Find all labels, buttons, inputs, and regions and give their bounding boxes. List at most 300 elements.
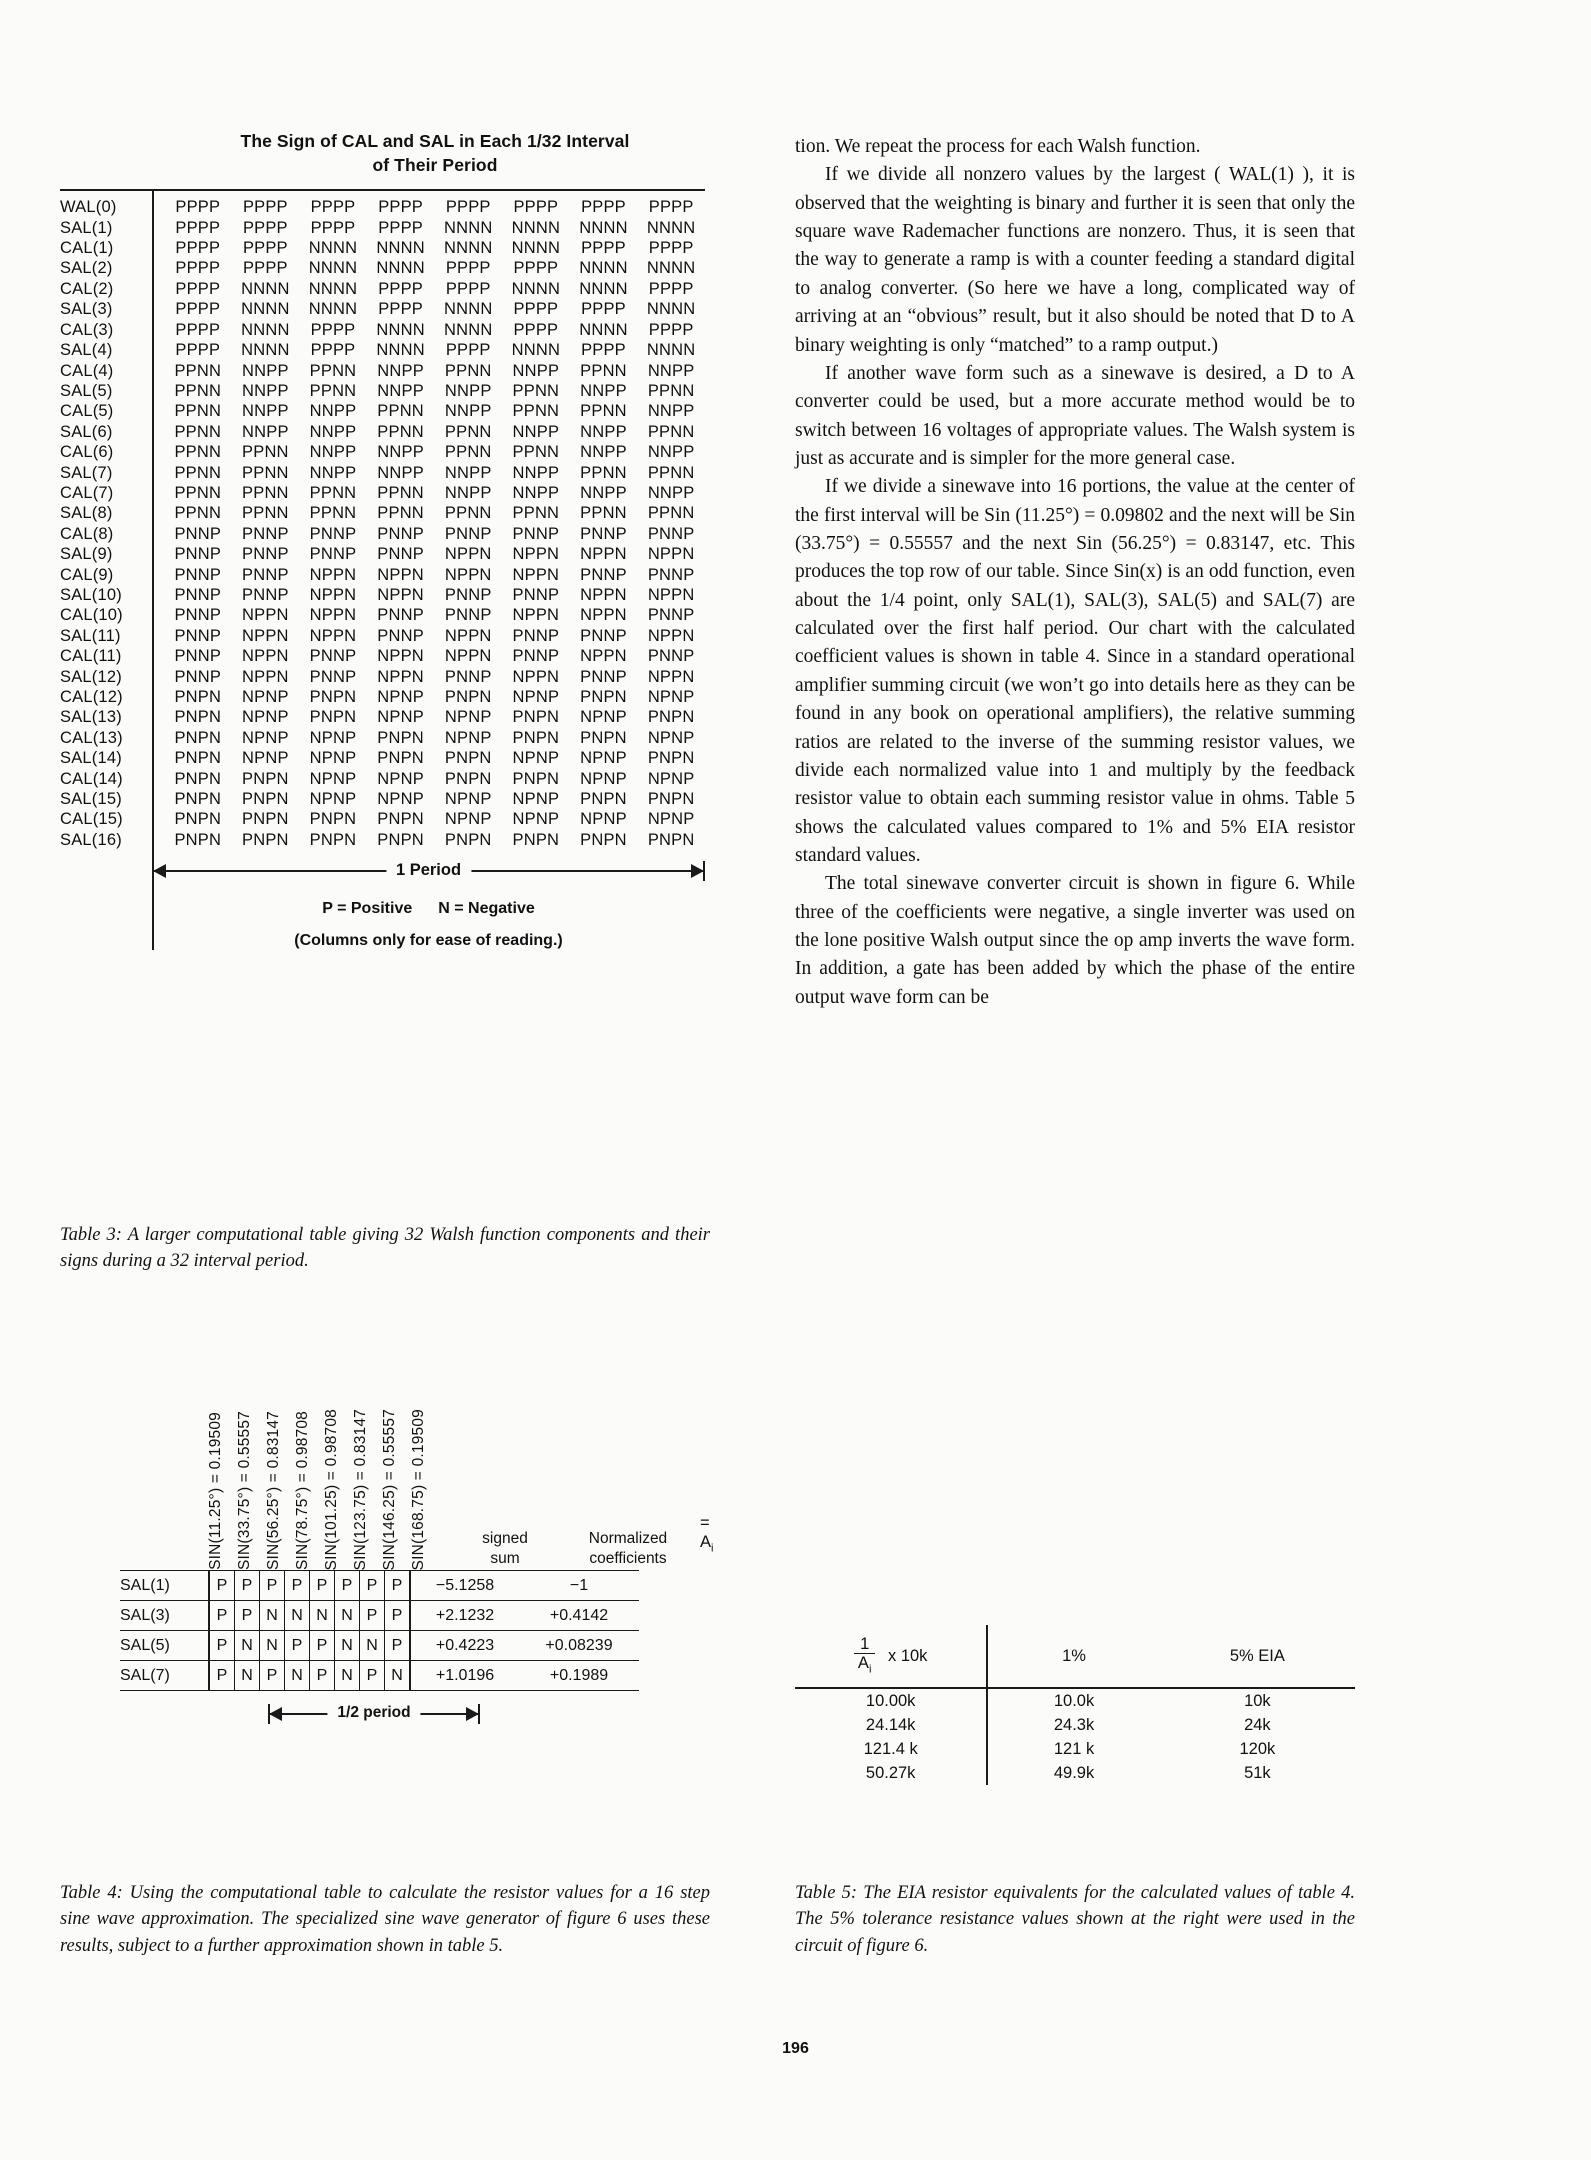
right-column [795,133,1355,1012]
table-row [60,769,705,789]
table3-cell: NPPN [444,565,492,584]
table3-cell: NNNN [308,239,358,258]
table3-cell: PNNP [377,545,424,564]
table-row [60,544,705,564]
table3-row-label: WAL(0) [60,198,117,217]
table4-row-label: SAL(5) [120,1631,209,1661]
table3-row-label: CAL(1) [60,239,114,258]
table5-header-1pct: 1% [987,1625,1159,1688]
table3-row-label: SAL(16) [60,830,122,849]
table3-cell: PNNP [174,565,222,584]
table3-cell: PNPN [444,769,492,788]
table3-cell: NPPN [580,606,627,625]
table3-cell: PPNN [647,422,695,441]
table3-cell: PNNP [580,565,627,584]
table3-cell: NNNN [444,320,493,339]
table3-cell: NPPN [647,667,695,686]
table3-cell: PPPP [445,259,491,278]
table5-5pct-value: 10k [1244,1692,1271,1710]
table-row [60,565,705,585]
table3-cell: NPPN [580,585,627,604]
table3-cell: NNPP [377,361,424,380]
table3-cell: PPNN [580,402,627,421]
table-row [60,748,705,768]
table5-container [795,1625,1355,1785]
table3-cell: NPNP [309,728,357,747]
table-row [60,687,705,707]
table3-cell: NPNP [242,688,289,706]
table3-row-label: CAL(10) [60,606,123,625]
table4-sign-cell: P [260,1571,285,1601]
table3-cell: NNNN [308,259,358,278]
table3-cell: NPPN [512,545,560,564]
table3-row-label: SAL(3) [60,300,113,319]
table4-sign-cell: N [260,1601,285,1631]
table3-row-label: SAL(14) [60,749,122,768]
table3-cell: NPPN [309,606,357,625]
table3-cell: NPNP [377,688,424,706]
table3-cell: PNPN [580,688,627,706]
table4-sin-header: SIN(56.25°) = 0.83147 [265,1410,282,1570]
table4-sin-header: SIN(168.75) = 0.19509 [410,1408,427,1570]
table3-cell: NPPN [444,626,492,645]
table4-caption: Table 4: Using the computational table to calculate the resistor values for a 16 step sine wave approximation. The specialized sine wave generator of figure 6 uses these results, subject to a further approximation shown in table 5. [60,1883,710,1956]
table3-cell: NNPP [512,422,560,441]
table3-cell: PNPN [242,769,289,788]
table5-1pct-value: 10.0k [1053,1692,1095,1710]
table3-row-label: SAL(5) [60,381,113,400]
half-period-label: 1/2 period [327,1700,420,1726]
table3-cell: PPNN [242,463,289,482]
table4-sign-cell: P [285,1631,310,1661]
table3-cell: PPPP [242,259,288,278]
table3-cell: NPPN [647,585,695,604]
table-row [60,197,705,217]
table5-rows [795,1625,1355,1785]
normalized-line2: coefficients [589,1549,667,1567]
table3-cell: NNNN [511,218,561,237]
table-row [60,238,705,258]
table3-title [150,130,720,177]
table3-cell: PNNP [647,606,695,625]
table3-cell: PPPP [648,239,694,258]
table4-sign-cell: P [235,1601,260,1631]
table3-cell: PPNN [377,422,424,441]
table3-cell: PNNP [242,585,289,604]
table3-body [60,191,720,950]
table3-cell: PNPN [647,830,695,849]
period-label: 1 Period [386,857,471,883]
table3-cell: PNNP [647,647,695,666]
table3-cell: PNNP [242,524,289,543]
table3-cell: NNNN [376,259,425,278]
table3-cell: NPNP [580,749,627,768]
table3-row-label: SAL(8) [60,504,113,523]
table3-cell: NNPP [309,463,357,482]
fraction-den-sub: i [868,1663,872,1676]
fraction-numerator: 1 [860,1634,870,1653]
table4-sign-cell: N [360,1631,385,1661]
table3-cell: NPPN [242,606,289,625]
table3-cell: NPNP [242,728,289,747]
table3-cell: PNNP [444,585,492,604]
table3-cell: NNPP [647,483,695,502]
table3-cell: PPNN [580,463,627,482]
table3-cell: NNPP [647,443,695,462]
table3-cell: NNNN [579,259,628,278]
table4-sin-header: SIN(78.75°) = 0.98708 [294,1410,311,1570]
table3-cell: NPNP [309,790,357,809]
table3-cell: NPPN [242,667,289,686]
table3-row-label: SAL(7) [60,463,113,482]
table-row [60,605,705,625]
table4-sign-cell: N [335,1601,360,1631]
table3-cell: PPPP [445,198,491,217]
ai-subscript: i [711,1542,714,1554]
table3-vertical-divider [152,191,154,950]
table3-cell: PPPP [513,320,559,339]
table3-cell: PNPN [242,810,289,829]
table3-cell: PNPN [647,790,695,809]
table3-cell: PPNN [174,402,222,421]
table3-row-label: CAL(7) [60,483,114,502]
table-row [60,646,705,666]
table-row [60,524,705,544]
table5-calc-value: 50.27k [795,1761,987,1785]
table3-cell: NPNP [377,708,424,727]
table-row [120,1631,639,1661]
table4-coefficients-table [120,1570,639,1691]
table3-cell: NNPP [647,402,695,421]
table-row [60,442,705,462]
table3-cell: PNPN [174,790,222,809]
page-number: 196 [782,2040,809,2057]
table3-row-label: SAL(9) [60,545,113,564]
table3-cell: PPNN [647,463,695,482]
table3-cell: PNNP [580,524,627,543]
table4-normalized: +0.4142 [519,1601,639,1631]
table4-sign-cell: P [285,1571,310,1601]
table3-title-line2: of Their Period [372,154,498,175]
table3-cell: PNPN [174,830,222,849]
table3-cell: PNNP [309,524,357,543]
table3-cell: NPPN [377,667,424,686]
arrow-left-icon [269,1707,282,1721]
table3-cell: NPPN [647,626,695,645]
table-row [60,463,705,483]
table3-cell: PNPN [309,830,357,849]
table3-cell: NNNN [579,279,628,298]
table3-cell: NPNP [444,810,492,829]
table3-cell: NPNP [444,708,492,727]
table3-cell: NNNN [241,341,290,360]
table3-cell: NNNN [646,259,696,278]
table3-cell: PPNN [174,483,222,502]
table3-period-indicator [152,858,797,888]
table3-cell: NPPN [647,545,695,564]
table3-cell: NPPN [377,585,424,604]
table4-sign-cell: N [385,1661,411,1691]
table3-cell: PPNN [444,361,492,380]
table-row [795,1761,1355,1785]
table4-signed-sum-header [451,1529,559,1568]
table3-cell: NPPN [580,545,627,564]
table-row [60,218,705,238]
table3-cell: NPPN [309,565,357,584]
table3-cell: PNPN [174,810,222,829]
table3-row-label: SAL(6) [60,422,113,441]
table3-cell: PNPN [174,708,222,727]
table3-cell: PPNN [377,483,424,502]
table3-cell: NNNN [376,239,425,258]
table4-sign-cell: N [235,1661,260,1691]
signed-sum-line1: signed [482,1530,528,1548]
table3-cell: PPPP [581,239,626,258]
table3-cell: PNPN [444,688,492,706]
table3-cell: NNPP [309,422,357,441]
table4-sign-cell: P [209,1631,235,1661]
normalized-line1: Normalized [588,1530,668,1548]
table3-cell: PPPP [175,218,221,237]
table4-normalized: +0.1989 [519,1661,639,1691]
table3-cell: PNNP [174,667,222,686]
table3-rows [60,197,705,850]
table3-cell: PPNN [444,422,492,441]
table3-cell: NPNP [444,728,492,747]
table3-cell: PNPN [377,830,424,849]
table3-cell: PPNN [242,443,289,462]
paragraph: If we divide a sinewave into 16 portions, the value at the center of the first interval will be Sin (11.25°) = 0.09802 and the next will be Sin (33.75°) = 0.55557 and the next Sin (56.25°) = 0.83147, etc. This produces the top row of our table. Since Sin(x) is an odd function, even about the 1/4 point, only SAL(1), SAL(3), SAL(5) and SAL(7) are calculated over the first half period. Our chart with the calculated coefficient values is shown in table 4. Since in a standard operational amplifier summing circuit (we won’t go into details here as they can be found in any book on operational amplifiers), the relative summing ratios are related to the inverse of the summing resistor values, we divide each normalized value into 1 and multiply by the feedback resistor value to obtain each summing resistor value in ohms. Table 5 shows the calculated values compared to 1% and 5% EIA resistor standard values. [795,476,1355,866]
table3-cell: NPNP [242,749,289,768]
table3-cell: PPNN [377,402,424,421]
table3-cell: PNPN [377,728,424,747]
table3-cell: PPNN [174,422,222,441]
table-row [60,626,705,646]
table3-cell: NPPN [444,647,492,666]
table3-cell: NNPP [444,402,492,421]
table3-sign-table [60,197,705,850]
table-row [60,320,705,340]
table-row [60,258,705,278]
table3-row-label: CAL(8) [60,524,114,543]
table3-cell: PPPP [648,279,694,298]
table-row [60,299,705,319]
table3-row-label: CAL(6) [60,443,114,462]
table3-cell: NPPN [309,585,357,604]
table3-cell: PNPN [512,830,560,849]
table-row [60,789,705,809]
table-row [120,1661,639,1691]
table4-sign-cell: P [310,1661,335,1691]
table4-sin-header: SIN(123.75) = 0.83147 [352,1408,369,1570]
table3-cell: NNPP [444,463,492,482]
table3-title-line1: The Sign of CAL and SAL in Each 1/32 Interval [240,131,630,151]
table3-cell: NNPP [242,361,289,380]
table3-cell: NNPP [242,402,289,421]
table3-cell: PNPN [309,688,357,706]
table3-cell: NNPP [512,361,560,380]
table3-cell: PPPP [581,300,626,319]
table3-cell: PNPN [174,688,222,706]
table3-row-label: CAL(13) [60,728,123,747]
arrow-right-icon [466,1707,479,1721]
table-row [795,1688,1355,1713]
table4-sign-cell: P [385,1631,411,1661]
table3-cell: PPPP [175,300,221,319]
table3-cell: PPPP [310,198,356,217]
table3-cell: PNPN [647,708,695,727]
table5-header-row [795,1625,1355,1688]
table3-cell: PNNP [174,606,222,625]
table3-cell: PPPP [445,279,491,298]
table3-cell: NPPN [444,545,492,564]
table4-normalized: +0.08239 [519,1631,639,1661]
table4-row-label: SAL(3) [120,1601,209,1631]
arrow-left-icon [153,864,166,878]
table3-cell: NNNN [444,239,493,258]
table3-cell: PPPP [513,198,559,217]
table3-cell: PNPN [174,769,222,788]
table3-cell: NNPP [647,361,695,380]
table3-cell: NNPP [309,402,357,421]
table4-sin-header: SIN(33.75°) = 0.55557 [236,1410,253,1570]
table4-sign-cell: N [285,1661,310,1691]
table3-cell: NNPP [580,381,627,400]
table3-row-label: CAL(12) [60,688,123,706]
table3-cell: PPNN [309,504,357,523]
table3-cell: NPNP [242,708,289,727]
table3-cell: PPNN [512,381,560,400]
table3-cell: NNPP [580,443,627,462]
table4-sign-cell: N [285,1601,310,1631]
fraction-denominator [854,1653,875,1676]
table3-cell: PPNN [174,463,222,482]
table3-cell: NNNN [511,279,561,298]
table5-header-5pct: 5% EIA [1160,1625,1355,1688]
table3-cell: PNPN [174,749,222,768]
table-row [60,585,705,605]
table3-row-label: SAL(10) [60,585,122,604]
table3-cell: PNNP [242,565,289,584]
table3-cell: NPNP [309,749,357,768]
table3-cell: NNPP [444,483,492,502]
table5-header-calculated [795,1625,987,1688]
table3-cell: PNPN [377,810,424,829]
table3-cell: NNPP [377,381,424,400]
table3-cell: PNPN [309,810,357,829]
table4-sign-cell: P [360,1661,385,1691]
table3-cell: PPPP [310,320,356,339]
table4-sign-cell: N [260,1631,285,1661]
table3-caption: Table 3: A larger computational table giving 32 Walsh function components and their signs during a 32 interval period. [60,1225,710,1272]
table5-5pct-value: 120k [1239,1740,1276,1758]
table4-sign-cell: P [209,1661,235,1691]
table3-row-label: SAL(4) [60,341,113,360]
table3-cell: NNPP [512,483,560,502]
table3-row-label: CAL(2) [60,279,114,298]
table3-cell: NPNP [580,810,627,829]
table5-1pct-value: 49.9k [1053,1764,1095,1782]
table3-cell: PPNN [580,504,627,523]
table3-cell: NPNP [512,688,560,706]
table3-cell: PPNN [174,361,222,380]
table3-cell: PPNN [377,504,424,523]
table3-cell: PPNN [580,361,627,380]
table3-row-label: SAL(1) [60,218,113,237]
table3-row-label: CAL(4) [60,361,114,380]
table3-cell: PNPN [309,708,357,727]
table3-row-label: SAL(11) [60,626,121,645]
table-row [120,1601,639,1631]
table3-row-label: CAL(5) [60,402,114,421]
table3-cell: NNPP [377,443,424,462]
table4-signed-sum: +0.4223 [410,1631,519,1661]
table4-sign-cell: P [310,1571,335,1601]
table4-row-label: SAL(7) [120,1661,209,1691]
table3-cell: NNPP [242,422,289,441]
table5-1pct-value: 24.3k [1053,1716,1095,1734]
table3-cell: PPPP [175,259,221,278]
table-row [60,503,705,523]
table3-cell: NPPN [242,647,289,666]
table3-cell: PNNP [309,545,357,564]
table4-sign-cell: P [360,1601,385,1631]
table4-sin-header: SIN(146.25) = 0.55557 [381,1408,398,1570]
table3-cell: PPPP [378,218,424,237]
table3-cell: NNNN [241,300,290,319]
table3-cell: PNPN [444,749,492,768]
table3-cell: PPNN [444,504,492,523]
table4-normalized-header [563,1529,693,1568]
table3-cell: PPPP [242,239,288,258]
table3-cell: PPPP [648,198,694,217]
table3-row-label: CAL(3) [60,320,114,339]
table3-cell: NPNP [512,810,560,829]
table3-cell: PNNP [647,524,695,543]
table3-cell: NPNP [647,769,695,788]
table3-cell: NNNN [308,279,358,298]
table3-cell: NNNN [241,279,290,298]
table3-cell: PNNP [580,667,627,686]
table3-cell: NNPP [242,381,289,400]
inverse-ai-fraction [854,1636,875,1676]
table3-cell: PNPN [174,728,222,747]
table4-sign-cell: P [310,1631,335,1661]
table3-cell: PPNN [512,402,560,421]
table3-cell: NPPN [512,565,560,584]
table3-cell: NNNN [646,300,696,319]
table3-row-label: SAL(13) [60,708,122,727]
table3-cell: NNNN [646,218,696,237]
table3-cell: NPPN [377,647,424,666]
table3-cell: NPNP [377,769,424,788]
table3-cell: NNNN [511,239,561,258]
table3-cell: NNPP [580,483,627,502]
table-row [60,728,705,748]
table3-cell: PPNN [309,483,357,502]
table3-cell: PNPN [512,708,560,727]
table3-cell: PPPP [310,218,356,237]
table3-cell: NPNP [444,790,492,809]
fraction-den-text: A [857,1654,869,1673]
table3-cell: PNPN [580,830,627,849]
table3-cell: NPPN [512,606,560,625]
table3-cell: PPPP [175,198,221,217]
table3-cell: PPNN [174,504,222,523]
table-row [60,809,705,829]
table3-cell: PPPP [175,320,221,339]
table5-resistor-table [795,1625,1355,1785]
